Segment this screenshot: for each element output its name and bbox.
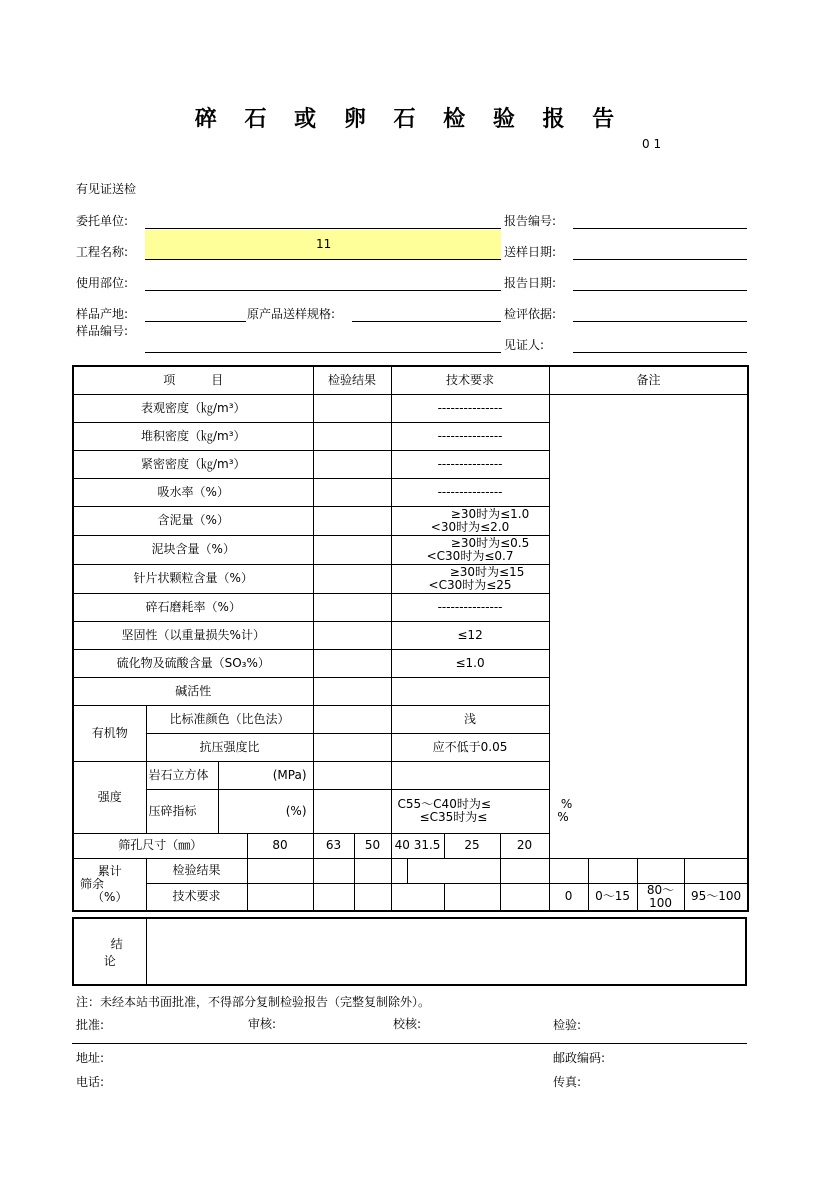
req-line-1: ≥30时为≤15: [449, 564, 525, 579]
send-date-field[interactable]: [573, 259, 747, 260]
organic-color-req: 浅: [391, 705, 549, 733]
sieve-req-cell: [313, 883, 354, 911]
row-requirement: ≤1.0: [391, 649, 549, 677]
witness-field[interactable]: [573, 352, 747, 353]
sieve-req-cell: 0: [549, 883, 588, 911]
row-result[interactable]: [313, 450, 391, 478]
basis-field[interactable]: [573, 321, 747, 322]
conclusion-label-1: 结: [110, 936, 123, 951]
strength-label: 强度: [73, 761, 146, 833]
sieve-req-label: 技术要求: [146, 883, 247, 911]
row-result[interactable]: [313, 677, 391, 705]
sieve-req-cell: 0～15: [588, 883, 637, 911]
cumulative-label: [73, 858, 146, 911]
cube-item: 岩石立方体: [146, 761, 218, 789]
sieve-result-cell[interactable]: [407, 858, 500, 883]
sample-no-label: 样品编号:: [76, 324, 129, 338]
row-item: 针片状颗粒含量（%）: [73, 564, 313, 593]
fax-label: 传真:: [553, 1075, 582, 1089]
row-requirement: [391, 677, 549, 705]
row-requirement: ---------------: [391, 450, 549, 478]
cube-req: [391, 761, 549, 789]
row-result[interactable]: [313, 564, 391, 593]
sieve-req-cell: [391, 883, 444, 911]
header-result: 检验结果: [313, 366, 391, 394]
row-item: 硫化物及硫酸含量（SO₃%）: [73, 649, 313, 677]
address-label: 地址:: [76, 1051, 105, 1065]
sieve-result-cell[interactable]: [500, 858, 549, 883]
sieve-result-cell[interactable]: [637, 858, 684, 883]
req-line-1: ≥30时为≤1.0: [450, 506, 530, 521]
sieve-result-cell[interactable]: [313, 858, 354, 883]
check-label: 校核:: [393, 1017, 422, 1031]
footer-note: 注：未经本站书面批准，不得部分复制检验报告（完整复制除外）。: [76, 995, 431, 1009]
report-date-field[interactable]: [573, 290, 747, 291]
sieve-result-cell[interactable]: [354, 858, 391, 883]
row-result[interactable]: [313, 394, 391, 422]
crush-req-line-1: C55～C40时为≤ %: [397, 797, 573, 811]
origin-label: 样品产地:: [76, 307, 129, 321]
crush-result[interactable]: [313, 789, 391, 833]
sieve-size: 80: [247, 833, 313, 858]
client-field[interactable]: [145, 228, 501, 229]
sieve-result-cell[interactable]: [247, 858, 313, 883]
phone-label: 电话:: [76, 1075, 105, 1089]
crush-req-line-2: ≤C35时为≤ %: [419, 810, 569, 824]
crush-item: 压碎指标: [146, 789, 218, 833]
row-item: 紧密密度（㎏/m³）: [73, 450, 313, 478]
row-item: 堆积密度（㎏/m³）: [73, 422, 313, 450]
report-date-label: 报告日期:: [504, 276, 557, 290]
sieve-size-pair: 40 31.5: [391, 833, 444, 858]
row-requirement: [391, 564, 549, 593]
cum-label-1: 累计: [97, 863, 122, 878]
sieve-label: 筛孔尺寸（㎜）: [73, 833, 247, 858]
sieve-req-cell: 80～100: [637, 883, 684, 911]
row-requirement: [391, 535, 549, 564]
crush-unit: (%): [218, 789, 313, 833]
organic-strength-req: 应不低于0.05: [391, 733, 549, 761]
cum-label-3: （%）: [92, 889, 128, 904]
footer-divider: [72, 1043, 747, 1044]
location-field[interactable]: [145, 290, 501, 291]
header-remark: 备注: [549, 366, 748, 394]
row-item: 坚固性（以重量损失%计）: [73, 621, 313, 649]
row-requirement: [391, 506, 549, 535]
sieve-result-label: 检验结果: [146, 858, 247, 883]
sieve-req-cell: [247, 883, 313, 911]
req-line-2: <C30时为≤0.7: [426, 548, 514, 563]
req-line-1: ≥30时为≤0.5: [450, 535, 530, 550]
row-requirement: ---------------: [391, 422, 549, 450]
test-label: 检验:: [553, 1018, 582, 1032]
organic-strength-result[interactable]: [313, 733, 391, 761]
sieve-size: 63: [313, 833, 354, 858]
row-item: 表观密度（㎏/m³）: [73, 394, 313, 422]
sieve-size: 25: [444, 833, 500, 858]
spec-field[interactable]: [352, 321, 501, 322]
row-requirement: ≤12: [391, 621, 549, 649]
conclusion-label: [73, 918, 146, 985]
cum-label-2: 筛余: [80, 876, 105, 891]
report-no-label: 报告编号:: [504, 214, 557, 228]
sieve-req-cell: [354, 883, 391, 911]
sieve-result-cell[interactable]: [684, 858, 748, 883]
project-underline: [145, 259, 501, 260]
organic-color-result[interactable]: [313, 705, 391, 733]
origin-field[interactable]: [145, 321, 246, 322]
cube-unit: (MPa): [218, 761, 313, 789]
sieve-size: 20: [500, 833, 549, 858]
form-code: 0 1: [642, 137, 662, 151]
project-value: 11: [316, 237, 332, 251]
organic-strength-item: 抗压强度比: [146, 733, 313, 761]
report-title: 碎 石 或 卵 石 检 验 报 告: [194, 106, 625, 132]
row-requirement: ---------------: [391, 593, 549, 621]
spec-label: 原产品送样规格:: [247, 307, 336, 321]
witness-label: 见证人:: [504, 338, 545, 352]
req-line-2: <30时为≤2.0: [430, 519, 510, 534]
witness-note: 有见证送检: [76, 182, 137, 196]
row-result[interactable]: [313, 506, 391, 535]
organic-label: 有机物: [73, 705, 146, 761]
postcode-label: 邮政编码:: [553, 1051, 606, 1065]
client-label: 委托单位:: [76, 214, 129, 228]
row-requirement: ---------------: [391, 394, 549, 422]
row-result[interactable]: [313, 422, 391, 450]
sieve-req-cell: [500, 883, 549, 911]
location-label: 使用部位:: [76, 276, 129, 290]
row-result[interactable]: [313, 621, 391, 649]
send-date-label: 送样日期:: [504, 245, 557, 259]
sieve-result-cell[interactable]: [588, 858, 637, 883]
row-item: 碱活性: [73, 677, 313, 705]
remark-cell[interactable]: [549, 394, 748, 858]
row-result[interactable]: [313, 535, 391, 564]
req-line-2: <C30时为≤25: [428, 577, 512, 592]
project-label: 工程名称:: [76, 245, 129, 259]
header-requirement: 技术要求: [391, 366, 549, 394]
row-result[interactable]: [313, 478, 391, 506]
sample-no-field[interactable]: [145, 352, 501, 353]
cube-result[interactable]: [313, 761, 391, 789]
sieve-result-cell[interactable]: [549, 858, 588, 883]
basis-label: 检评依据:: [504, 307, 557, 321]
row-result[interactable]: [313, 649, 391, 677]
sieve-req-cell: [444, 883, 500, 911]
row-item: 泥块含量（%）: [73, 535, 313, 564]
test-table: [72, 365, 749, 912]
crush-req: [391, 789, 573, 833]
sieve-req-cell: 95～100: [684, 883, 748, 911]
row-item: 吸水率（%）: [73, 478, 313, 506]
conclusion-table: [72, 917, 747, 986]
sieve-result-cell[interactable]: [391, 858, 407, 883]
row-requirement: ---------------: [391, 478, 549, 506]
row-result[interactable]: [313, 593, 391, 621]
approve-label: 批准:: [76, 1018, 105, 1032]
sieve-size: 50: [354, 833, 391, 858]
conclusion-label-2: 论: [103, 953, 116, 968]
review-label: 审核:: [248, 1017, 277, 1031]
report-no-field[interactable]: [573, 228, 747, 229]
conclusion-body[interactable]: [146, 918, 746, 985]
row-item: 碎石磨耗率（%）: [73, 593, 313, 621]
organic-color-item: 比标准颜色（比色法）: [146, 705, 313, 733]
row-item: 含泥量（%）: [73, 506, 313, 535]
header-item: 项 目: [73, 366, 313, 394]
